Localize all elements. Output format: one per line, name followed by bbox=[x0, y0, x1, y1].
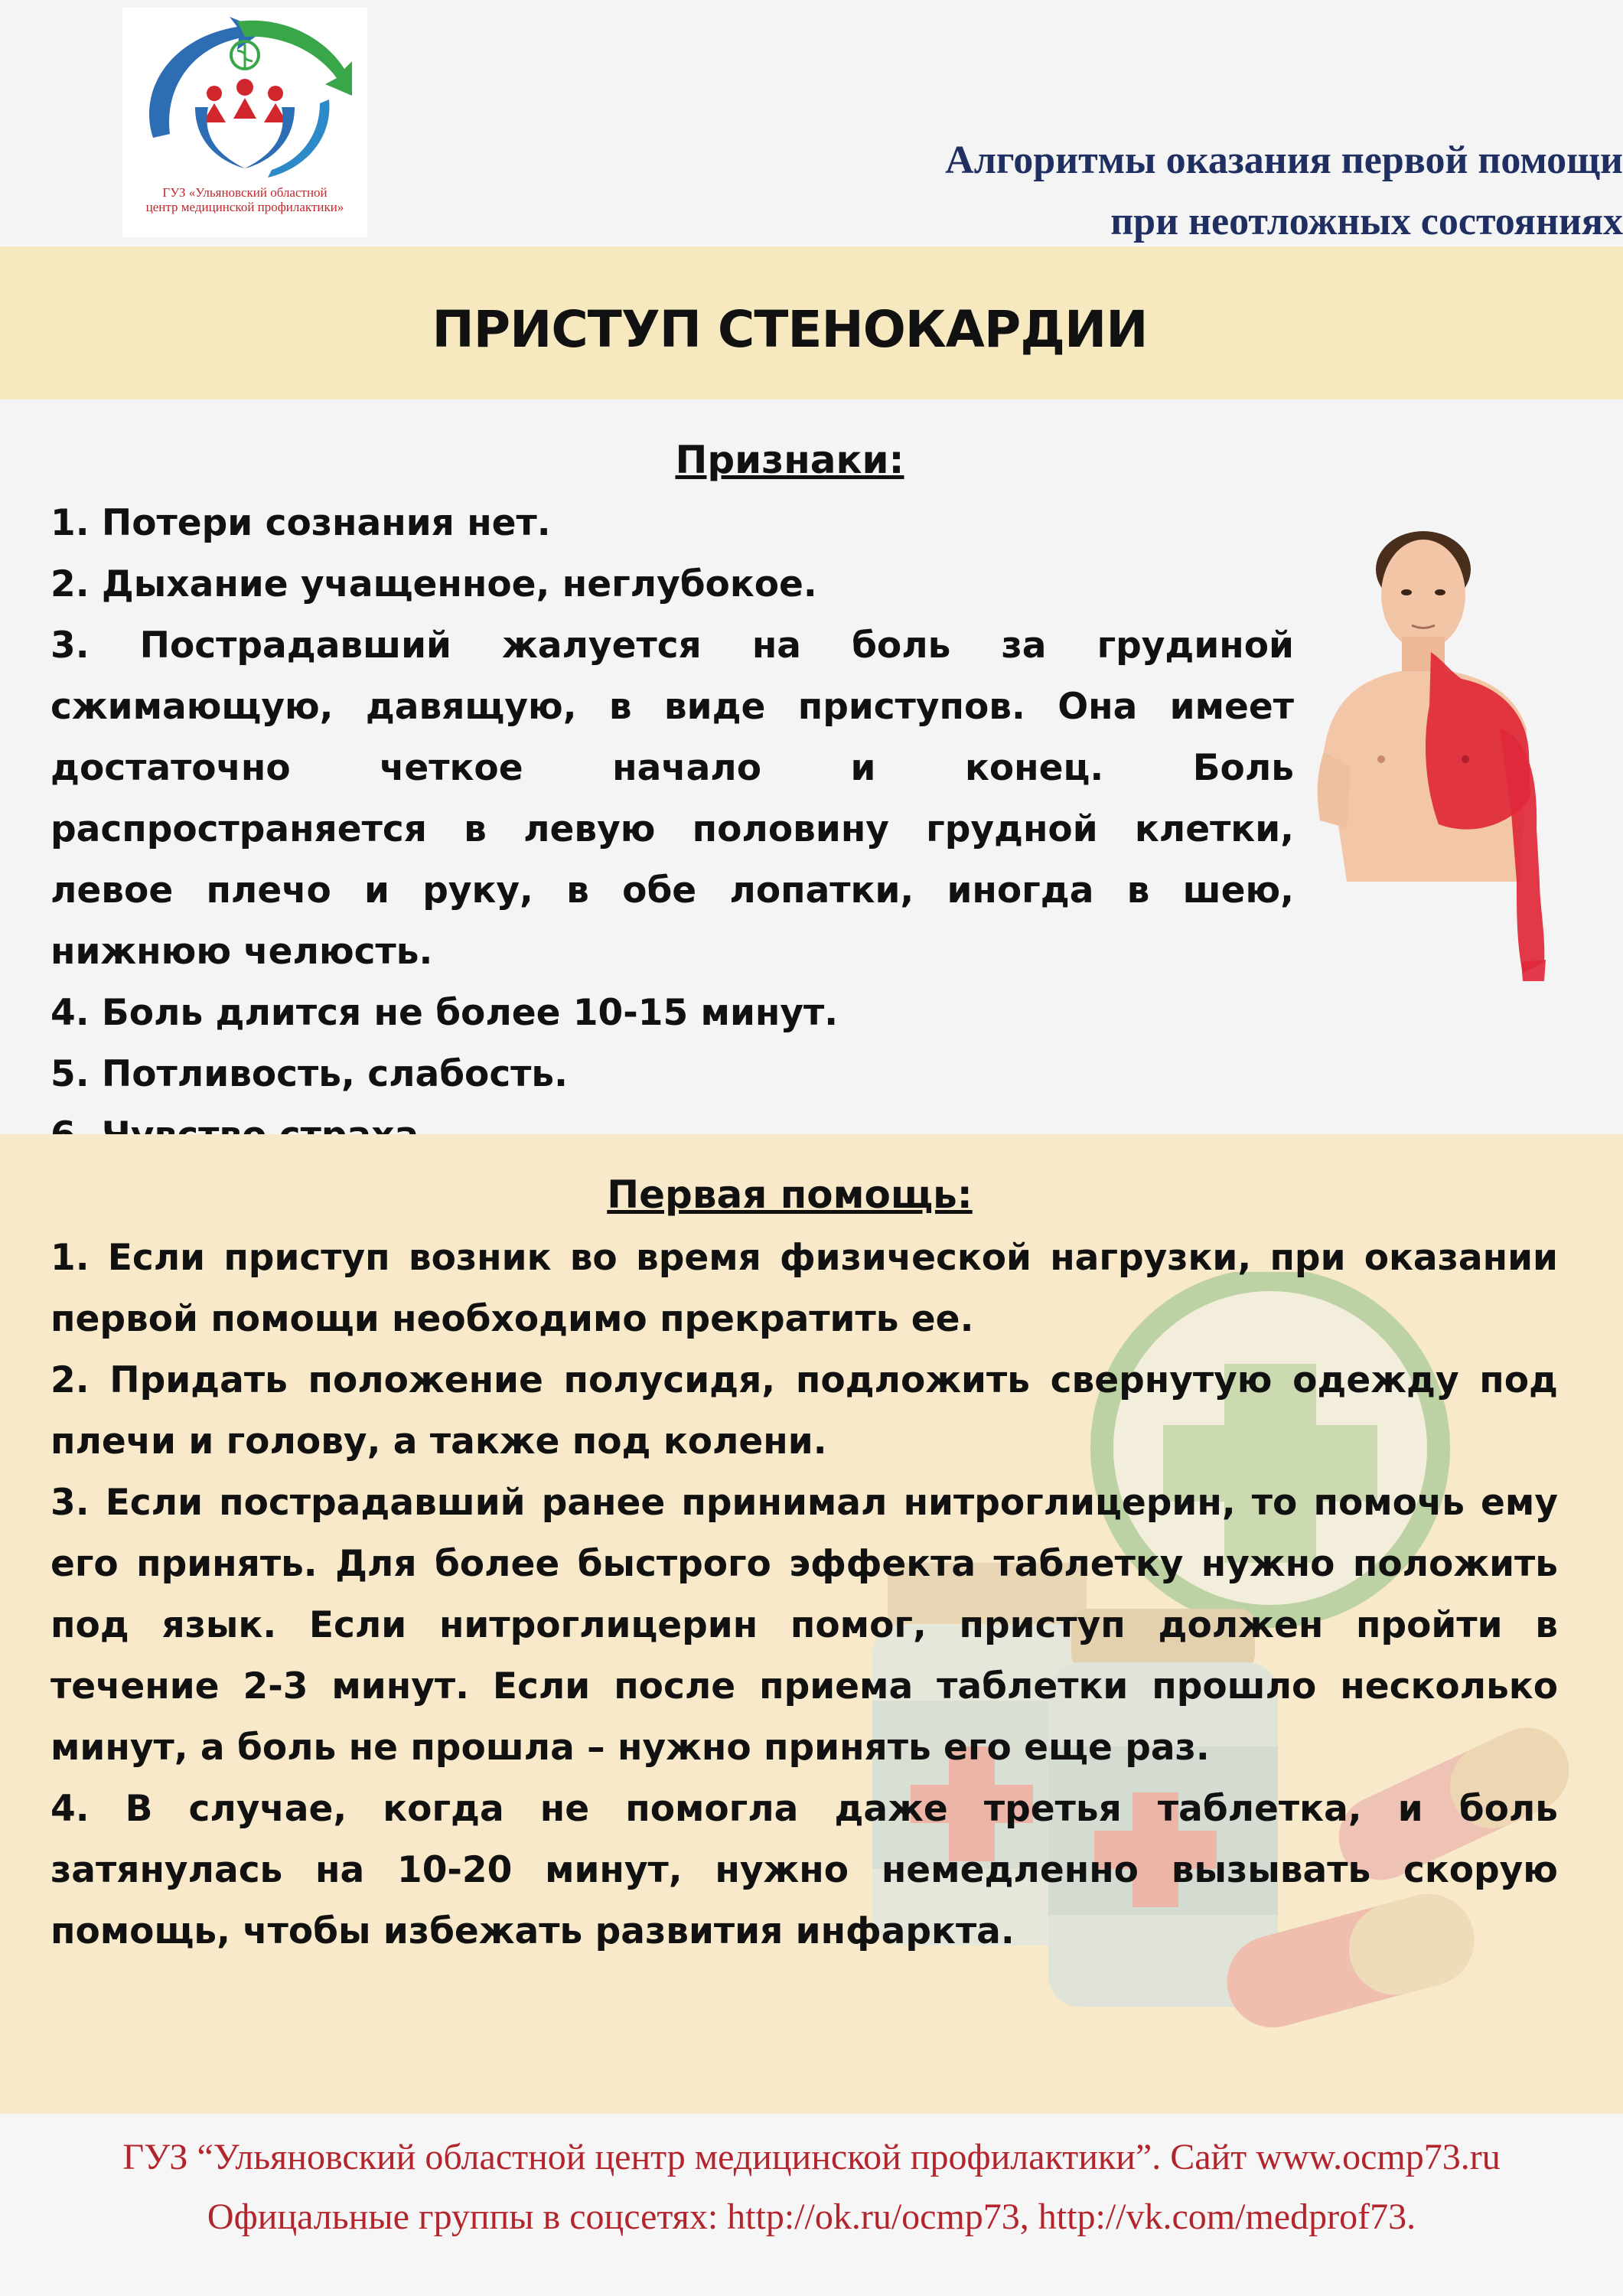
list-item: 1. Если приступ возник во время физической нагрузки, при оказании первой помощи необходимо прекратить ее. bbox=[51, 1237, 1558, 1340]
page-title: ПРИСТУП СТЕНОКАРДИИ bbox=[432, 300, 1148, 359]
list-item: 4. В случае, когда не помогла даже третья таблетка, и боль затянулась на 10-20 минут, нужно немедленно вызывать скорую помощь, чтобы избежать развития инфаркта. bbox=[51, 1788, 1558, 1952]
signs-heading: Признаки: bbox=[675, 438, 904, 482]
document-heading-line1: Алгоритмы оказания первой помощи bbox=[945, 139, 1623, 182]
man-chest-pain-icon bbox=[1316, 522, 1546, 981]
chest-pain-figure bbox=[1316, 522, 1546, 984]
list-item: 5. Потливость, слабость. bbox=[51, 1053, 568, 1095]
page-footer bbox=[0, 2114, 1623, 2296]
footer-org-line: ГУЗ “Ульяновский областной центр медицинской профилактики”. Сайт www.ocmp73.ru bbox=[122, 2137, 1501, 2177]
document-heading bbox=[945, 130, 1623, 253]
list-item: 2. Придать положение полусидя, подложить свернутую одежду под плечи и голову, а также под колени. bbox=[51, 1359, 1558, 1463]
list-item: 3. Если пострадавший ранее принимал нитроглицерин, то помочь ему его принять. Для более быстрого эффекта таблетку нужно положить под язык. Если нитроглицерин помог, приступ должен пройти в течение 2-3 минут. Если после приема таблетки прошло несколько минут, а боль не прошла – нужно принять его еще раз. bbox=[51, 1482, 1558, 1769]
org-logo bbox=[122, 8, 367, 237]
first-aid-heading: Первая помощь: bbox=[607, 1172, 973, 1217]
document-heading-line2: при неотложных состояниях bbox=[1110, 200, 1623, 243]
hands-people-logo-icon bbox=[122, 8, 367, 191]
page-header bbox=[0, 0, 1623, 243]
list-item: 1. Потери сознания нет. bbox=[51, 502, 551, 544]
signs-list bbox=[51, 493, 1294, 1166]
first-aid-section bbox=[0, 1134, 1623, 2114]
list-item: 3. Пострадавший жалуется на боль за грудиной сжимающую, давящую, в виде приступов. Она имеет достаточно четкое начало и конец. Боль распространяется в левую половину грудной клетки, левое плечо и руку, в обе лопатки, иногда в шею, нижнюю челюсть. bbox=[51, 625, 1294, 973]
first-aid-list bbox=[51, 1228, 1558, 1962]
logo-org-text: ГУЗ «Ульяновский областной центр медицинской профилактики» bbox=[145, 185, 344, 214]
signs-section bbox=[0, 400, 1623, 1134]
list-item: 4. Боль длится не более 10-15 минут. bbox=[51, 992, 839, 1034]
list-item: 2. Дыхание учащенное, неглубокое. bbox=[51, 563, 817, 605]
title-band bbox=[0, 246, 1623, 400]
footer-social-line: Офицальные группы в соцсетях: http://ok.ru/ocmp73, http://vk.com/medprof73. bbox=[207, 2197, 1416, 2237]
